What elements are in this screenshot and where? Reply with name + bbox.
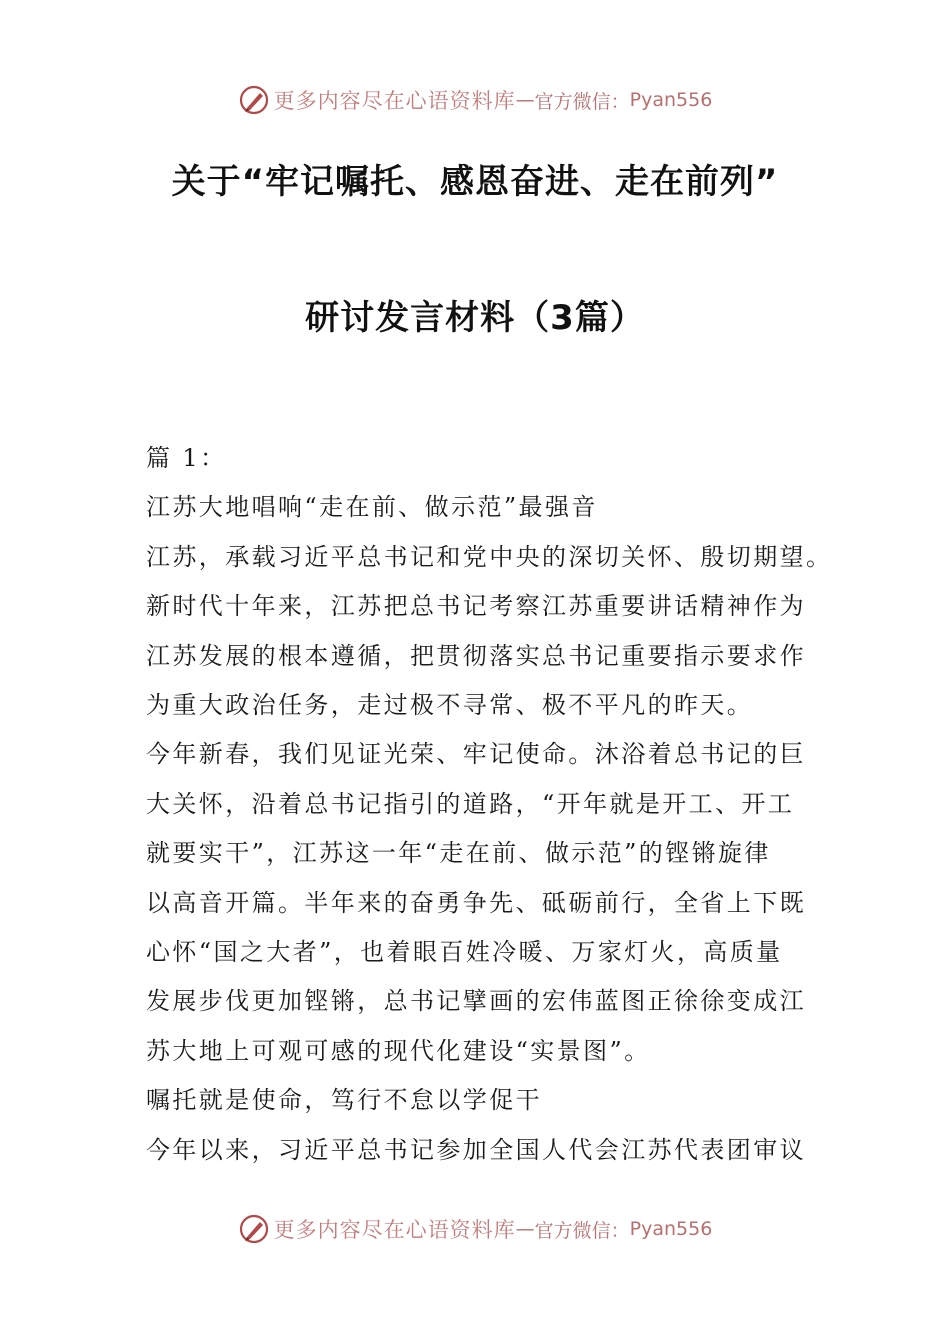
text-line: 新时代十年来，江苏把总书记考察江苏重要讲话精神作为 <box>146 592 806 621</box>
header-banner <box>0 80 950 120</box>
text-line: 今年以来，习近平总书记参加全国人代会江苏代表团审议 <box>146 1135 806 1164</box>
pen-logo-icon <box>238 84 270 116</box>
text-line: 江苏，承载习近平总书记和党中央的深切关怀、殷切期望。 <box>146 542 833 571</box>
subheading: 嘱托就是使命，笃行不怠以学促干 <box>146 1086 542 1115</box>
banner-main-text: 更多内容尽在心语资料库 <box>273 1218 516 1242</box>
document-title-line-1: 关于“牢记嘱托、感恩奋进、走在前列” <box>171 162 779 202</box>
text-line: 大关怀，沿着总书记指引的道路，“开年就是开工、开工 <box>146 789 795 818</box>
banner-separator: — <box>515 1218 535 1240</box>
banner-wechat-label: 官方微信： <box>534 90 630 113</box>
pen-logo-icon <box>238 1213 270 1245</box>
subheading: 江苏大地唱响“走在前、做示范”最强音 <box>146 493 598 522</box>
footer-banner <box>0 1209 950 1249</box>
text-line: 江苏发展的根本遵循，把贯彻落实总书记重要指示要求作 <box>146 641 806 670</box>
document-title-line-2: 研讨发言材料（3篇） <box>305 298 645 338</box>
text-line: 今年新春，我们见证光荣、牢记使命。沐浴着总书记的巨 <box>146 740 806 769</box>
text-line: 苏大地上可观可感的现代化建设“实景图”。 <box>146 1036 651 1065</box>
banner-wechat-id: Pyan556 <box>629 1218 713 1240</box>
text-line: 为重大政治任务，走过极不寻常、极不平凡的昨天。 <box>146 691 754 720</box>
document-body <box>146 434 833 1175</box>
banner-main-text: 更多内容尽在心语资料库 <box>273 89 516 113</box>
text-line: 就要实干”，江苏这一年“走在前、做示范”的铿锵旋律 <box>146 839 771 868</box>
text-line: 发展步伐更加铿锵，总书记擘画的宏伟蓝图正徐徐变成江 <box>146 987 806 1016</box>
text-line: 心怀“国之大者”，也着眼百姓冷暖、万家灯火，高质量 <box>146 938 783 967</box>
banner-wechat-label: 官方微信： <box>534 1219 630 1242</box>
banner-wechat-id: Pyan556 <box>629 89 713 111</box>
section-label: 篇 1： <box>146 444 227 472</box>
text-line: 以高音开篇。半年来的奋勇争先、砥砺前行，全省上下既 <box>146 888 806 917</box>
banner-separator: — <box>515 89 535 111</box>
